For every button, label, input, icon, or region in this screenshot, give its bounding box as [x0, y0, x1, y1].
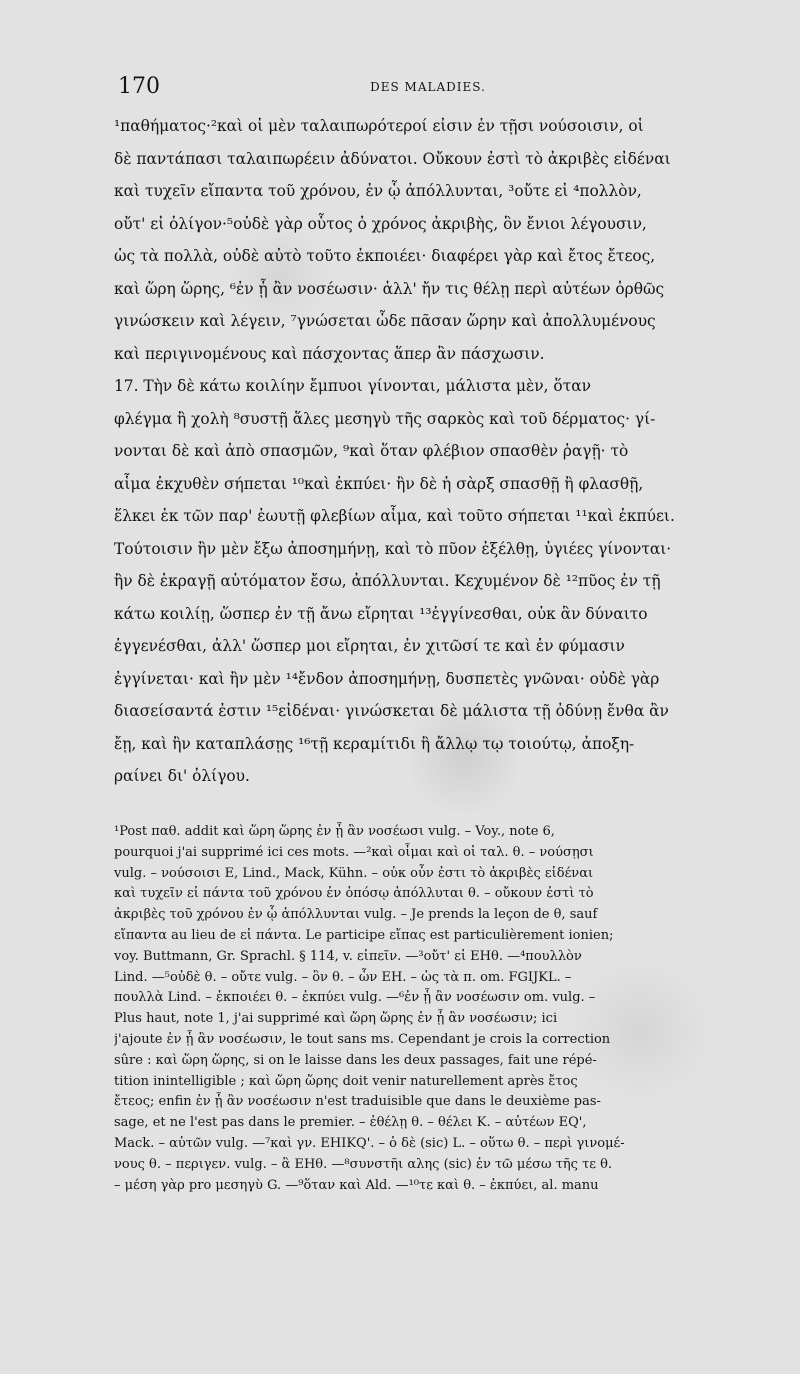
page-header [118, 74, 738, 104]
footnote-line: πουλλὰ Lind. – ἐκποιέει θ. – ἐκπύει vulg. —⁶ἐν ᾗ ἂν νοσέωσιν om. vulg. – [114, 990, 596, 1006]
footnote-line: voy. Buttmann, Gr. Sprachl. § 114, v. εἰπεῖν. —³οὔτ' εἰ ΕΗθ. —⁴πουλλὸν [114, 948, 582, 964]
body-line: ἕλκει ἐκ τῶν παρ' ἑωυτῇ φλεβίων αἷμα, καὶ τοῦτο σήπεται ¹¹καὶ ἐκπύει. [114, 507, 675, 525]
body-line: Τούτοισιν ἢν μὲν ἔξω ἀποσημήνῃ, καὶ τὸ πῦον ἐξέλθῃ, ὑγιέες γίνονται· [114, 539, 672, 558]
body-line: αἷμα ἐκχυθὲν σήπεται ¹⁰καὶ ἐκπύει· ἢν δὲ ἡ σὰρξ σπασθῇ ἢ φλασθῇ, [114, 474, 644, 493]
footnote-line: Mack. – αὐτῶν vulg. —⁷καὶ γν. EHIKQ'. – ὁ δὲ (sic) L. – οὕτω θ. – περὶ γινομέ- [114, 1135, 625, 1151]
footnote-line: καὶ τυχεῖν εἰ πάντα τοῦ χρόνου ἐν ὁπόσῳ ἀπόλλυται θ. – οὔκουν ἐστὶ τὸ [114, 886, 594, 902]
body-line: κάτω κοιλίῃ, ὥσπερ ἐν τῇ ἄνω εἴρηται ¹³ἐγγίνεσθαι, οὐκ ἂν δύναιτο [114, 604, 648, 623]
footnote-line: j'ajoute ἐν ᾗ ἂν νοσέωσιν, le tout sans ms. Cependant je crois la correction [114, 1031, 611, 1047]
body-line: δὲ παντάπασι ταλαιπωρέειν ἀδύνατοι. Οὔκουν ἐστὶ τὸ ἀκριβὲς εἰδέναι [114, 149, 671, 168]
body-line: διασείσαντά ἐστιν ¹⁵εἰδέναι· γινώσκεται δὲ μάλιστα τῇ ὀδύνῃ ἔνθα ἂν [114, 702, 669, 720]
body-line: ὡς τὰ πολλὰ, οὐδὲ αὐτὸ τοῦτο ἐκποιέει· διαφέρει γὰρ καὶ ἔτος ἔτεος, [114, 247, 656, 265]
footnote-line: tition inintelligible ; καὶ ὥρη ὥρης doit venir naturellement après ἔτος [114, 1073, 578, 1089]
body-line: φλέγμα ἢ χολὴ ⁸συστῇ ἅλες μεσηγὺ τῆς σαρκὸς καὶ τοῦ δέρματος· γί- [114, 409, 656, 428]
greek-body-text [114, 110, 742, 793]
running-head: DES MALADIES. [370, 80, 486, 94]
footnote-line: sûre : καὶ ὥρη ὥρης, si on le laisse dans les deux passages, fait une répé- [114, 1052, 597, 1068]
footnote-line: εἴπαντα au lieu de εἰ πάντα. Le participe εἴπας est particulièrement ionien; [114, 927, 614, 943]
footnote-line: ἀκριβὲς τοῦ χρόνου ἐν ᾧ ἀπόλλυνται vulg. – Je prends la leçon de θ, sauf [114, 907, 598, 923]
page-number: 170 [118, 74, 160, 99]
footnote-line: Lind. —⁵οὐδὲ θ. – οὔτε vulg. – ὃν θ. – ὧν EH. – ὡς τὰ π. om. FGIJKL. – [114, 969, 572, 985]
body-line: ἢν δὲ ἐκραγῇ αὐτόματον ἔσω, ἀπόλλυνται. Κεχυμένον δὲ ¹²πῦος ἐν τῇ [114, 572, 661, 590]
body-line: ἔῃ, καὶ ἢν καταπλάσῃς ¹⁶τῇ κεραμίτιδι ἢ ἄλλῳ τῳ τοιούτῳ, ἀποξη- [114, 734, 635, 753]
footnote-line: vulg. – νούσοισι E, Lind., Mack, Kühn. – οὐκ οὖν ἐστι τὸ ἀκριβὲς εἰδέναι [114, 865, 594, 881]
body-line: γινώσκειν καὶ λέγειν, ⁷γνώσεται ὧδε πᾶσαν ὥρην καὶ ἀπολλυμένους [114, 312, 656, 330]
footnote-line: pourquoi j'ai supprimé ici ces mots. —²καὶ οἶμαι καὶ οἱ ταλ. θ. – νούσῃσι [114, 844, 594, 860]
footnote-line: – μέση γὰρ pro μεσηγὺ G. —⁹ὅταν καὶ Ald. —¹⁰τε καὶ θ. – ἐκπύει, al. manu [114, 1177, 599, 1193]
body-line: ραίνει δι' ὀλίγου. [114, 767, 250, 785]
body-line: 17. Τὴν δὲ κάτω κοιλίην ἔμπυοι γίνονται, μάλιστα μὲν, ὅταν [114, 377, 591, 395]
footnote-line: ἔτεος; enfin ἐν ᾗ ἂν νοσέωσιν n'est traduisible que dans le deuxième pas- [114, 1094, 601, 1110]
body-line: νονται δὲ καὶ ἀπὸ σπασμῶν, ⁹καὶ ὅταν φλέβιον σπασθὲν ῥαγῇ· τὸ [114, 442, 629, 460]
footnote-line: Plus haut, note 1, j'ai supprimé καὶ ὥρη ὥρης ἐν ᾗ ἂν νοσέωσιν; ici [114, 1011, 558, 1027]
footnote-line: sage, et ne l'est pas dans le premier. – ἐθέλῃ θ. – θέλει K. – αὐτέων EQ', [114, 1115, 587, 1131]
footnote-line: νους θ. – περιγεν. vulg. – ἃ ΕΗθ. —⁸συνστῆι αλης (sic) ἐν τῶ μέσω τῆς τε θ. [114, 1156, 613, 1172]
body-line: καὶ τυχεῖν εἴπαντα τοῦ χρόνου, ἐν ᾧ ἀπόλλυνται, ³οὔτε εἰ ⁴πολλὸν, [114, 182, 642, 200]
body-line: καὶ ὥρη ὥρης, ⁶ἐν ᾗ ἂν νοσέωσιν· ἀλλ' ἤν τις θέλῃ περὶ αὐτέων ὀρθῶς [114, 279, 665, 298]
footnote-line: ¹Post παθ. addit καὶ ὥρη ὥρης ἐν ᾗ ἂν νοσέωσι vulg. – Voy., note 6, [114, 824, 555, 839]
body-line: οὔτ' εἰ ὀλίγον·⁵οὐδὲ γὰρ οὗτος ὁ χρόνος ἀκριβὴς, ὃν ἔνιοι λέγουσιν, [114, 214, 647, 233]
footnotes [114, 822, 742, 1196]
body-line: ἐγγίνεται· καὶ ἢν μὲν ¹⁴ἔνδον ἀποσημήνῃ, δυσπετὲς γνῶναι· οὐδὲ γὰρ [114, 669, 660, 688]
body-line: ¹παθήματος·²καὶ οἱ μὲν ταλαιπωρότεροί εἰσιν ἐν τῇσι νούσοισιν, οἱ [114, 117, 644, 135]
body-line: ἐγγενέσθαι, ἀλλ' ὥσπερ μοι εἴρηται, ἐν χιτῶσί τε καὶ ἐν φύμασιν [114, 637, 625, 655]
body-line: καὶ περιγινομένους καὶ πάσχοντας ἅπερ ἂν πάσχωσιν. [114, 344, 545, 363]
